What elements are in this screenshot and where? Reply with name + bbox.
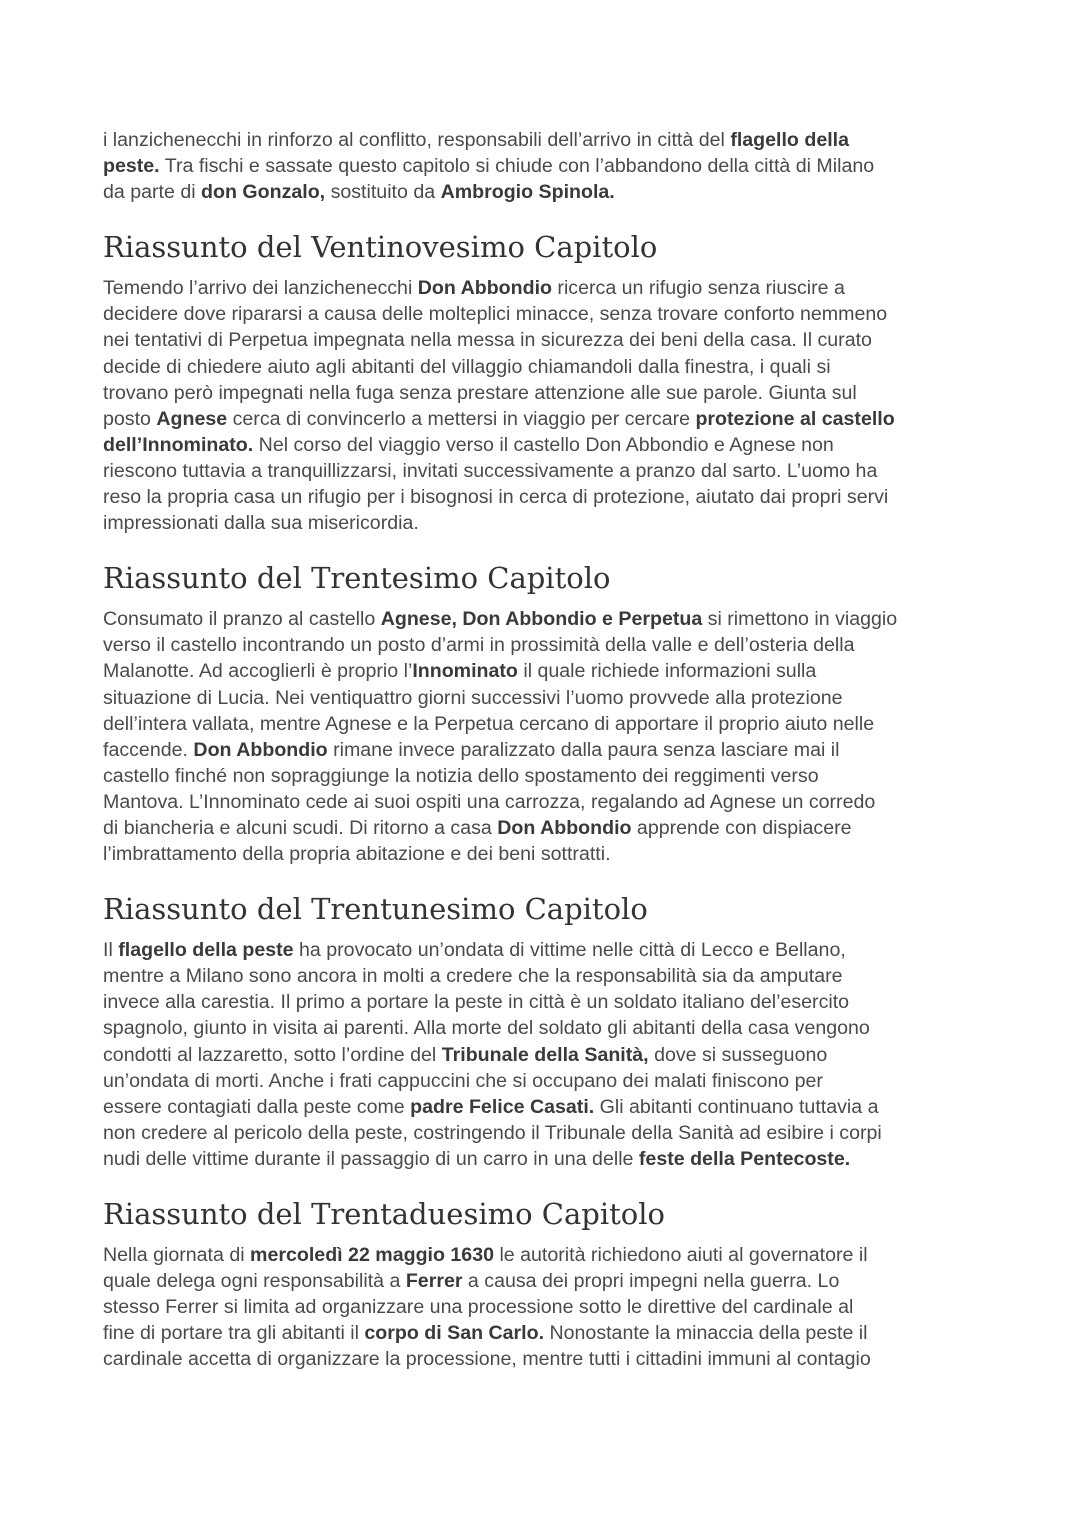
- text-run: un’ondata di morti. Anche i frati cappuccini che si occupano dei malati finiscono per: [103, 1069, 823, 1092]
- text-line: [103, 658, 983, 684]
- text-run: Tra fischi e sassate questo capitolo si chiude con l’abbandono della città di Milano: [159, 155, 875, 178]
- text-line: [103, 432, 983, 458]
- text-line: [103, 989, 983, 1015]
- text-line: [103, 763, 983, 789]
- bold-text: Don Abbondio: [497, 816, 632, 839]
- text-run: apprende con dispiacere: [631, 816, 852, 839]
- text-run: Gli abitanti continuano tuttavia a: [594, 1095, 879, 1118]
- text-line: [103, 1068, 983, 1094]
- bold-text: Ambrogio Spinola.: [440, 181, 615, 204]
- text-line: [103, 815, 983, 841]
- text-run: si rimettono in viaggio: [702, 608, 898, 631]
- section-heading: Riassunto del Trentesimo Capitolo: [103, 561, 611, 596]
- text-run: spagnolo, giunto in visita ai parenti. Alla morte del soldato gli abitanti della casa vengono: [103, 1017, 870, 1040]
- text-line: [103, 1042, 983, 1068]
- text-line: [103, 937, 983, 963]
- text-run: il quale richiede informazioni sulla: [517, 660, 817, 683]
- section-heading: Riassunto del Trentaduesimo Capitolo: [103, 1197, 665, 1231]
- text-line: [103, 789, 983, 815]
- text-run: l’imbrattamento della propria abitazione e dei beni sottratti.: [103, 843, 611, 866]
- text-line: [103, 406, 983, 432]
- text-run: Nel corso del viaggio verso il castello Don Abbondio e Agnese non: [253, 433, 834, 456]
- paragraph: [103, 937, 983, 1172]
- text-run: riescono tuttavia a tranquillizzarsi, invitati successivamente a pranzo dal sarto. L’uomo ha: [103, 459, 878, 482]
- text-run: reso la propria casa un rifugio per i bisognosi in cerca di protezione, aiutato dai propri servi: [103, 486, 889, 509]
- text-line: [103, 1268, 983, 1294]
- text-run: mentre a Milano sono ancora in molti a credere che la responsabilità sia da amputare: [103, 965, 843, 988]
- paragraph: [103, 1242, 983, 1372]
- text-line: [103, 380, 983, 406]
- text-run: Il: [103, 939, 119, 962]
- text-run: Nonostante la minaccia della peste il: [544, 1322, 868, 1345]
- section-intro: [103, 127, 983, 205]
- text-run: non credere al pericolo della peste, costringendo il Tribunale della Sanità ad esibire i corpi: [103, 1121, 882, 1144]
- text-run: rimane invece paralizzato dalla paura senza lasciare mai il: [327, 738, 840, 761]
- text-run: dell’intera vallata, mentre Agnese e la Perpetua cercano di apportare il proprio aiuto nelle: [103, 712, 875, 735]
- text-run: fine di portare tra gli abitanti il: [103, 1322, 365, 1345]
- text-run: verso il castello incontrando un posto d’armi in prossimità della valle e dell’osteria della: [103, 634, 855, 657]
- text-line: [103, 685, 983, 711]
- text-run: Consumato il pranzo al castello: [103, 608, 381, 631]
- text-run: castello finché non sopraggiunge la notizia dello spostamento dei reggimenti verso: [103, 764, 819, 787]
- text-run: condotti al lazzaretto, sotto l’ordine del: [103, 1043, 442, 1066]
- text-line: [103, 1320, 983, 1346]
- text-run: le autorità richiedono aiuti al governatore il: [494, 1244, 868, 1266]
- text-run: Malanotte. Ad accoglierli è proprio l’: [103, 660, 413, 683]
- text-run: ricerca un rifugio senza riuscire a: [551, 277, 845, 300]
- text-line: [103, 1094, 983, 1120]
- text-run: trovano però impegnati nella fuga senza prestare attenzione alle sue parole. Giunta sul: [103, 381, 857, 404]
- text-run: decide di chiedere aiuto agli abitanti del villaggio chiamandoli dalla finestra, i quali si: [103, 355, 831, 378]
- bold-text: feste della Pentecoste.: [638, 1147, 851, 1170]
- bold-text: dell’Innominato.: [103, 433, 254, 456]
- text-line: [103, 275, 983, 301]
- text-run: situazione di Lucia. Nei ventiquattro giorni successivi l’uomo provvede alla protezione: [103, 686, 843, 709]
- text-line: [103, 510, 983, 536]
- section-chapter-32: [103, 1196, 983, 1372]
- text-run: Nella giornata di: [103, 1244, 251, 1266]
- text-run: i lanzichenecchi in rinforzo al conflitto, responsabili dell’arrivo in città del: [103, 129, 731, 151]
- text-run: posto: [103, 407, 157, 430]
- section-chapter-31: [103, 891, 983, 1172]
- text-line: [103, 1294, 983, 1320]
- text-run: di biancheria e alcuni scudi. Di ritorno a casa: [103, 816, 498, 839]
- text-run: sostituito da: [325, 181, 441, 204]
- text-run: invece alla carestia. Il primo a portare la peste in città è un soldato italiano del’esercito: [103, 991, 850, 1014]
- text-run: da parte di: [103, 181, 202, 204]
- text-run: quale delega ogni responsabilità a: [103, 1270, 406, 1293]
- paragraph: [103, 275, 983, 536]
- text-run: nei tentativi di Perpetua impegnata nella messa in sicurezza dei beni della casa. Il curato: [103, 329, 872, 352]
- bold-text: flagello della: [730, 129, 849, 151]
- bold-text: don Gonzalo,: [201, 181, 326, 204]
- text-line: [103, 127, 983, 153]
- document-page: [103, 127, 983, 1372]
- text-line: [103, 606, 983, 632]
- text-run: nudi delle vittime durante il passaggio di un carro in una delle: [103, 1147, 639, 1170]
- bold-text: protezione al castello: [695, 407, 895, 430]
- bold-text: peste.: [103, 155, 160, 178]
- text-run: decidere dove ripararsi a causa delle molteplici minacce, senza trovare conforto nemmeno: [103, 303, 888, 326]
- section-heading: Riassunto del Trentunesimo Capitolo: [103, 892, 648, 927]
- bold-text: Agnese: [156, 407, 228, 430]
- bold-text: Innominato: [412, 660, 518, 683]
- text-line: [103, 1120, 983, 1146]
- bold-text: Agnese, Don Abbondio e Perpetua: [380, 608, 703, 631]
- text-line: [103, 841, 983, 867]
- section-chapter-29: [103, 229, 983, 536]
- text-line: [103, 1015, 983, 1041]
- bold-text: mercoledì 22 maggio 1630: [250, 1244, 494, 1266]
- bold-text: Don Abbondio: [417, 277, 552, 300]
- text-line: [103, 1242, 983, 1268]
- text-line: [103, 1146, 983, 1172]
- paragraph: [103, 606, 983, 867]
- text-run: a causa dei propri impegni nella guerra. Lo: [462, 1270, 840, 1293]
- text-line: [103, 327, 983, 353]
- text-run: impressionati dalla sua misericordia.: [103, 512, 419, 535]
- text-run: essere contagiati dalla peste come: [103, 1095, 411, 1118]
- text-run: ha provocato un’ondata di vittime nelle città di Lecco e Bellano,: [293, 939, 846, 962]
- bold-text: padre Felice Casati.: [410, 1095, 595, 1118]
- bold-text: flagello della peste: [118, 939, 294, 962]
- text-run: cerca di convincerlo a mettersi in viaggio per cercare: [227, 407, 696, 430]
- bold-text: Tribunale della Sanità,: [441, 1043, 649, 1066]
- text-line: [103, 963, 983, 989]
- text-run: faccende.: [103, 738, 194, 761]
- text-run: Mantova. L’Innominato cede ai suoi ospiti una carrozza, regalando ad Agnese un corredo: [103, 790, 876, 813]
- text-line: [103, 179, 983, 205]
- bold-text: Ferrer: [405, 1270, 463, 1293]
- text-line: [103, 301, 983, 327]
- text-run: Temendo l’arrivo dei lanzichenecchi: [103, 277, 418, 300]
- section-chapter-30: [103, 560, 983, 867]
- section-heading: Riassunto del Ventinovesimo Capitolo: [103, 230, 658, 265]
- text-line: [103, 354, 983, 380]
- text-line: [103, 1346, 983, 1372]
- text-run: cardinale accetta di organizzare la processione, mentre tutti i cittadini immuni al contagio: [103, 1348, 871, 1371]
- text-run: stesso Ferrer si limita ad organizzare una processione sotto le direttive del cardinale al: [103, 1296, 854, 1319]
- text-run: dove si susseguono: [648, 1043, 828, 1066]
- text-line: [103, 484, 983, 510]
- text-line: [103, 711, 983, 737]
- bold-text: Don Abbondio: [193, 738, 328, 761]
- paragraph: [103, 127, 983, 205]
- text-line: [103, 458, 983, 484]
- bold-text: corpo di San Carlo.: [364, 1322, 545, 1345]
- text-line: [103, 737, 983, 763]
- text-line: [103, 153, 983, 179]
- text-line: [103, 632, 983, 658]
